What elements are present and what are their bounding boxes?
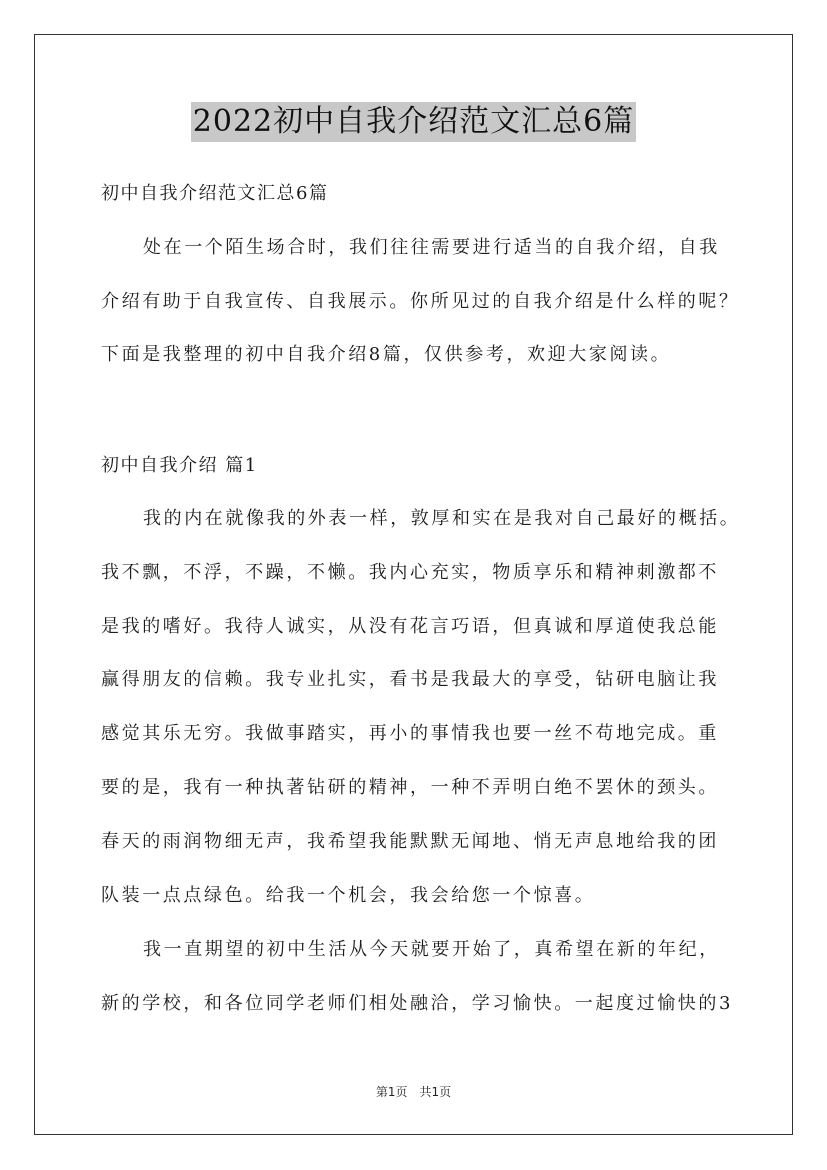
paragraph-line: 新的学校，和各位同学老师们相处融洽，学习愉快。一起度过愉快的3 — [101, 993, 734, 1014]
paragraph-line: 春天的雨润物细无声，我希望我能默默无闻地、悄无声息地给我的团 — [101, 831, 719, 852]
section-heading: 初中自我介绍 篇1 — [101, 455, 258, 476]
paragraph-line: 赢得朋友的信赖。我专业扎实，看书是我最大的享受，钻研电脑让我 — [101, 669, 719, 690]
document-title: 2022初中自我介绍范文汇总6篇 — [191, 102, 636, 142]
paragraph-line: 我的内在就像我的外表一样，敦厚和实在是我对自己最好的概括。 — [143, 508, 741, 529]
paragraph-line: 我不飘，不浮，不躁，不懒。我内心充实，物质享乐和精神刺激都不 — [101, 562, 719, 583]
intro-line: 介绍有助于自我宣传、自我展示。你所见过的自我介绍是什么样的呢？ — [101, 291, 740, 312]
paragraph-line: 是我的嗜好。我待人诚实，从没有花言巧语，但真诚和厚道使我总能 — [101, 616, 719, 637]
intro-line: 下面是我整理的初中自我介绍8篇，仅供参考，欢迎大家阅读。 — [101, 344, 672, 365]
paragraph-line: 要的是，我有一种执著钻研的精神，一种不弄明白绝不罢休的颈头。 — [101, 777, 719, 798]
paragraph-line: 感觉其乐无穷。我做事踏实，再小的事情我也要一丝不苟地完成。重 — [101, 723, 719, 744]
page-footer: 第1页 共1页 — [375, 1085, 452, 1099]
intro-line: 处在一个陌生场合时，我们往往需要进行适当的自我介绍，自我 — [143, 237, 720, 258]
title-container — [0, 102, 827, 142]
paragraph-line: 我一直期望的初中生活从今天就要开始了，真希望在新的年纪， — [143, 939, 720, 960]
paragraph-line: 队装一点点绿色。给我一个机会，我会给您一个惊喜。 — [101, 885, 596, 906]
document-subtitle: 初中自我介绍范文汇总6篇 — [101, 183, 329, 204]
